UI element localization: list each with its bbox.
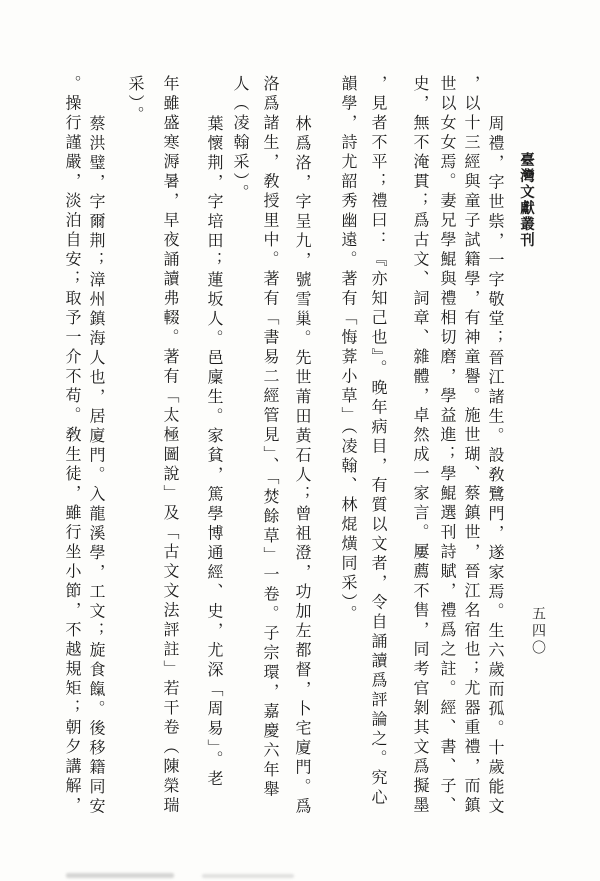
series-title: 臺灣文獻叢刊 — [518, 152, 535, 248]
text-column-4: 史，無不淹貫；爲古文、詞章、雜體，卓然成一家言。屢薦不售，同考官剝其文爲擬墨 — [411, 75, 430, 816]
text-column-6: 韻學，詩尤韶秀幽遠。著有「悔葊小草」（凌翰、林焜熿同采）。 — [339, 75, 358, 625]
text-column-9: 人（凌翰采）。 — [231, 75, 250, 204]
text-column-5: ，見者不平；禮曰：『亦知己也』。晚年病目，有質以文者，令自誦讀爲評論之。究心 — [369, 75, 388, 808]
text-column-8: 洛爲諸生，敎授里中。著有「書易二經管見」、「焚餘草」一卷。子宗環，嘉慶六年舉 — [261, 75, 280, 800]
text-column-11: 年雖盛寒溽暑，早夜誦讀弗輟。著有「太極圖說」及「古文文法評註」若干卷（陳榮瑞 — [161, 75, 180, 816]
text-column-14: 。操行謹嚴，淡泊自安；取予一介不苟。敎生徒，雖行坐小節，不越規矩；朝夕講解， — [63, 75, 82, 816]
text-column-7: 林爲洛，字呈九，號雪巢。先世莆田黃石人；曾祖澄，功加左都督，卜宅廈門。爲 — [293, 115, 312, 817]
text-column-2: ，以十三經與童子試籍學，有神童譽。施世瑚、蔡鎮世，晉江名宿也；尤器重禮，而鎮 — [462, 75, 481, 816]
text-column-10: 葉懷荆，字培田；蓮坂人。邑廩生。家貧，篤學博通經、史，尤深「周易」。老 — [205, 115, 224, 790]
print-smudge — [66, 873, 174, 878]
text-column-3: 世以女女焉。妻兄學鯤與禮相切磨，學益進；學鯤選刊詩賦，禮爲之註。經、書、子、 — [438, 75, 457, 816]
text-column-13: 蔡洪璧，字爾荆；漳州鎮海人也，居廈門。入龍溪學，工文；旋食餼。後移籍同安 — [87, 115, 106, 817]
text-column-1: 周禮，字世祡，一字敬堂；晉江諸生。設敎鷺門，遂家焉。生六歲而孤。十歲能文 — [486, 115, 505, 817]
text-column-12: 采）。 — [126, 75, 145, 126]
page-number: 五四〇 — [530, 606, 546, 657]
print-smudge — [202, 874, 294, 878]
